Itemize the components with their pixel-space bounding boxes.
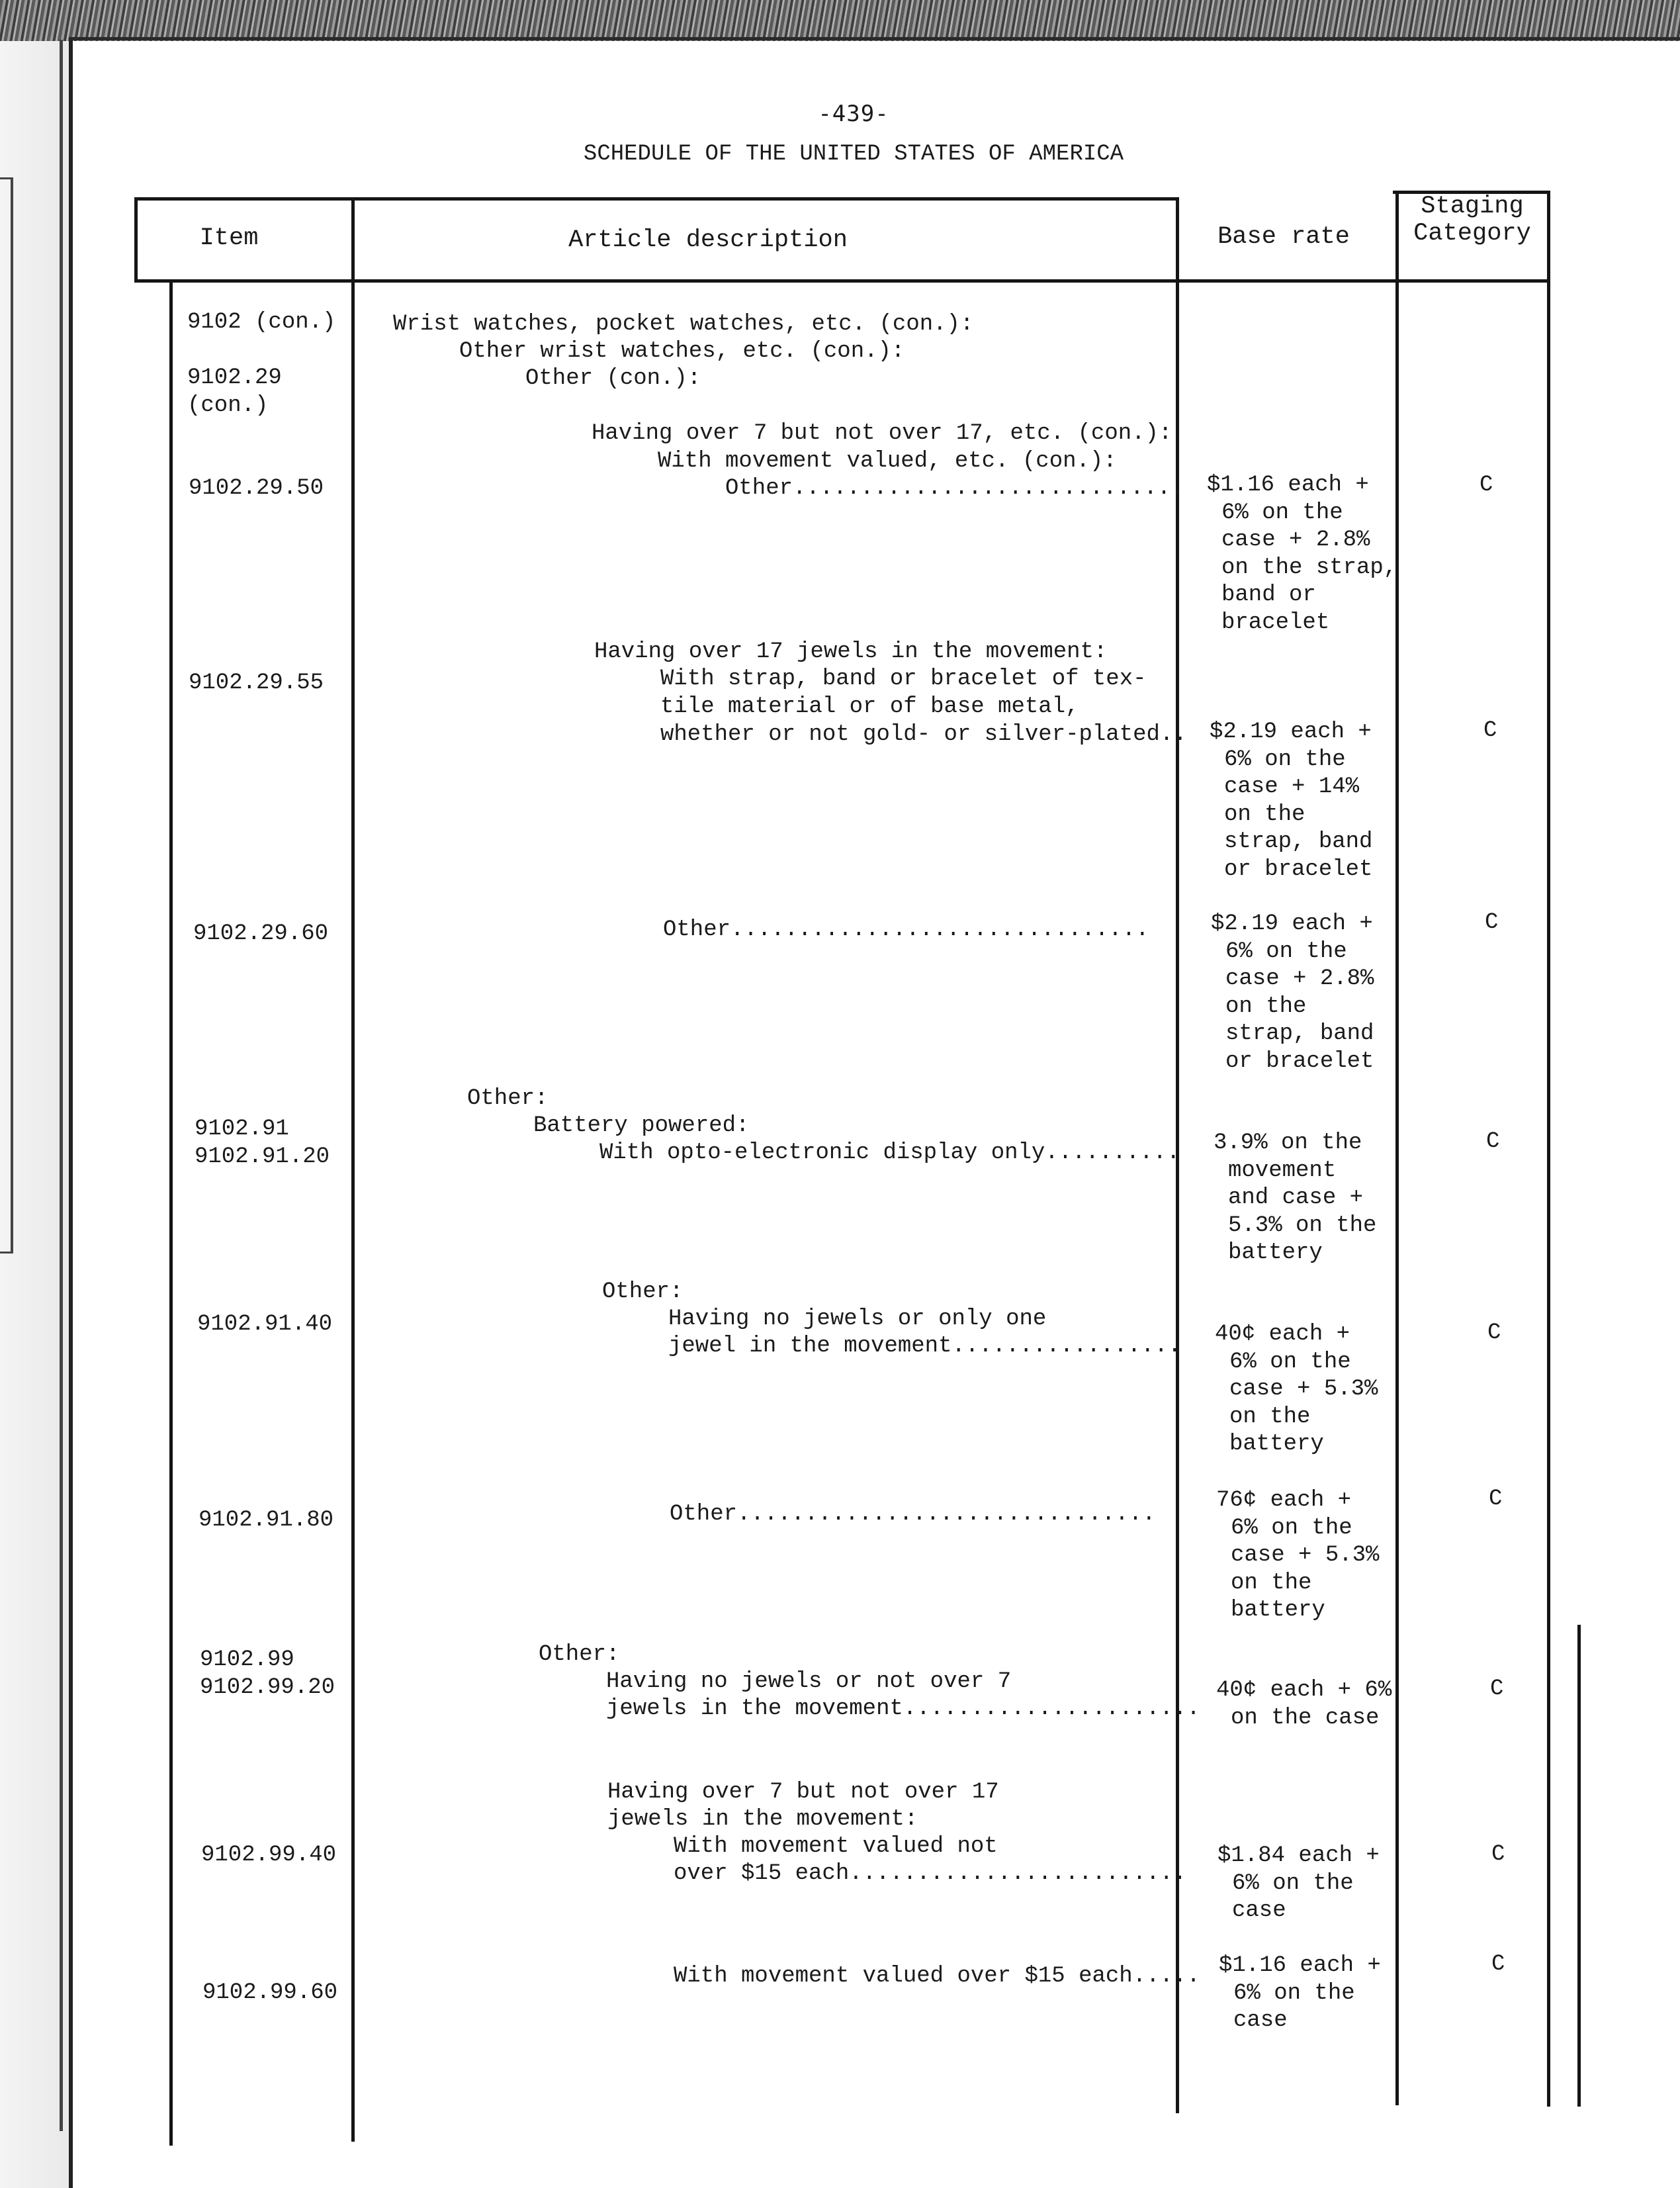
description-line: Having no jewels or not over 7 — [606, 1669, 1012, 1694]
base-rate-line: 6% on the — [1231, 1516, 1352, 1541]
description-line: Other............................. — [725, 476, 1184, 501]
description-line: jewel in the movement................. — [668, 1334, 1182, 1359]
staging-category: C — [1490, 1676, 1504, 1702]
base-rate-line: 5.3% on the — [1228, 1213, 1377, 1238]
item-code: 9102.91 — [195, 1117, 289, 1142]
base-rate-line: case — [1232, 1898, 1286, 1923]
staging-category: C — [1491, 1952, 1505, 1977]
base-rate-line: on the case — [1231, 1706, 1380, 1731]
header-staging: Staging — [1421, 193, 1524, 220]
base-rate-line: battery — [1228, 1240, 1323, 1265]
base-rate-line: 76¢ each + — [1216, 1488, 1352, 1513]
column-rule-staging — [1547, 191, 1550, 2107]
item-code: 9102.91.40 — [197, 1312, 333, 1337]
item-code: 9102 (con.) — [187, 310, 336, 335]
description-line: tile material or of base metal, — [660, 694, 1079, 719]
base-rate-line: battery — [1229, 1432, 1324, 1457]
header-item: Item — [199, 224, 259, 252]
base-rate-line: bracelet — [1221, 610, 1330, 635]
page-number: -439- — [818, 101, 889, 127]
header-base-rate: Base rate — [1217, 223, 1350, 251]
left-page-remnant — [0, 177, 13, 1254]
base-rate-line: case — [1233, 2008, 1288, 2033]
description-line: Other: — [467, 1086, 549, 1111]
description-line: Other............................... — [663, 917, 1149, 942]
column-rule-base-rate — [1395, 191, 1399, 2105]
item-code: 9102.99.60 — [202, 1980, 338, 2005]
binding-line — [60, 40, 63, 2131]
base-rate-line: or bracelet — [1224, 857, 1373, 882]
column-rule-item — [351, 197, 355, 2142]
base-rate-line: 6% on the — [1225, 939, 1347, 964]
base-rate-line: movement — [1228, 1158, 1337, 1183]
base-rate-line: $1.16 each + — [1219, 1953, 1381, 1978]
base-rate-line: strap, band — [1225, 1021, 1374, 1046]
item-code: 9102.29 — [187, 365, 282, 390]
base-rate-line: $1.84 each + — [1217, 1843, 1380, 1868]
base-rate-line: 6% on the — [1233, 1981, 1355, 2006]
base-rate-line: case + 5.3% — [1231, 1543, 1380, 1568]
base-rate-line: 6% on the — [1229, 1349, 1351, 1375]
base-rate-line: case + 5.3% — [1229, 1377, 1378, 1402]
base-rate-line: case + 2.8% — [1221, 527, 1370, 553]
item-code: 9102.99 — [200, 1647, 294, 1672]
description-line: With strap, band or bracelet of tex- — [660, 666, 1147, 692]
base-rate-line: battery — [1231, 1598, 1325, 1623]
page-left-edge — [69, 37, 73, 2188]
base-rate-line: or bracelet — [1225, 1049, 1374, 1074]
description-line: Having no jewels or only one — [668, 1306, 1047, 1332]
right-margin-rule — [1577, 1625, 1581, 2107]
base-rate-line: $1.16 each + — [1207, 473, 1369, 498]
description-line: With opto-electronic display only.......... — [599, 1140, 1180, 1165]
item-code: 9102.29.60 — [193, 921, 329, 946]
staging-category: C — [1487, 1320, 1501, 1345]
staging-category: C — [1485, 910, 1499, 935]
item-code: (con.) — [187, 393, 269, 418]
description-line: whether or not gold- or silver-plated.. — [660, 722, 1187, 747]
header-article-description: Article description — [568, 226, 848, 254]
staging-category: C — [1489, 1486, 1503, 1512]
staging-category: C — [1480, 473, 1493, 498]
column-rule-left-lower — [169, 279, 173, 2146]
base-rate-line: case + 2.8% — [1225, 966, 1374, 991]
description-line: Having over 7 but not over 17 — [607, 1780, 999, 1805]
base-rate-line: case + 14% — [1224, 774, 1360, 799]
staging-category: C — [1486, 1129, 1500, 1154]
description-line: Wrist watches, pocket watches, etc. (con.): — [393, 312, 974, 337]
base-rate-line: $2.19 each + — [1211, 911, 1373, 936]
description-line: With movement valued, etc. (con.): — [658, 449, 1117, 474]
base-rate-line: strap, band — [1224, 829, 1373, 854]
table-header-rule — [134, 279, 1549, 283]
base-rate-line: 40¢ each + — [1215, 1322, 1350, 1347]
page-top-edge — [69, 37, 1680, 40]
description-line: Other wrist watches, etc. (con.): — [459, 339, 905, 364]
base-rate-line: on the strap, — [1221, 555, 1397, 580]
item-code: 9102.91.80 — [199, 1508, 334, 1533]
base-rate-line: 40¢ each + 6% — [1216, 1678, 1392, 1703]
header-category: Category — [1413, 220, 1531, 248]
base-rate-line: 3.9% on the — [1214, 1130, 1362, 1156]
base-rate-line: $2.19 each + — [1210, 719, 1372, 745]
base-rate-line: on the — [1231, 1571, 1312, 1596]
item-code: 9102.29.55 — [189, 670, 324, 696]
description-line: Other (con.): — [525, 366, 701, 391]
description-line: Having over 17 jewels in the movement: — [594, 639, 1108, 664]
base-rate-line: on the — [1224, 802, 1305, 827]
description-line: Other: — [602, 1279, 684, 1304]
scan-top-edge — [0, 0, 1680, 41]
base-rate-line: on the — [1229, 1404, 1311, 1430]
base-rate-line: 6% on the — [1232, 1871, 1354, 1896]
base-rate-line: band or — [1221, 582, 1316, 608]
base-rate-line: 6% on the — [1221, 500, 1343, 525]
description-line: With movement valued over $15 each..... — [674, 1964, 1200, 1989]
item-code: 9102.29.50 — [189, 476, 324, 501]
description-line: With movement valued not — [674, 1834, 998, 1859]
description-line: jewels in the movement...................... — [606, 1696, 1200, 1721]
item-code: 9102.91.20 — [195, 1144, 330, 1169]
description-line: Having over 7 but not over 17, etc. (con.): — [592, 421, 1172, 446]
table-top-rule — [134, 197, 1176, 201]
description-line: Battery powered: — [533, 1113, 750, 1138]
item-code: 9102.99.40 — [201, 1843, 337, 1868]
description-line: Other: — [539, 1642, 620, 1667]
item-code: 9102.99.20 — [200, 1675, 335, 1700]
staging-category: C — [1491, 1842, 1505, 1867]
staging-category: C — [1483, 718, 1497, 743]
column-rule-left — [134, 197, 138, 281]
description-line: over $15 each......................... — [674, 1861, 1187, 1886]
description-line: jewels in the movement: — [607, 1807, 918, 1832]
document-title: SCHEDULE OF THE UNITED STATES OF AMERICA — [583, 142, 1124, 167]
base-rate-line: and case + — [1228, 1185, 1364, 1210]
description-line: Other............................... — [670, 1502, 1156, 1527]
base-rate-line: 6% on the — [1224, 747, 1346, 772]
base-rate-line: on the — [1225, 994, 1307, 1019]
